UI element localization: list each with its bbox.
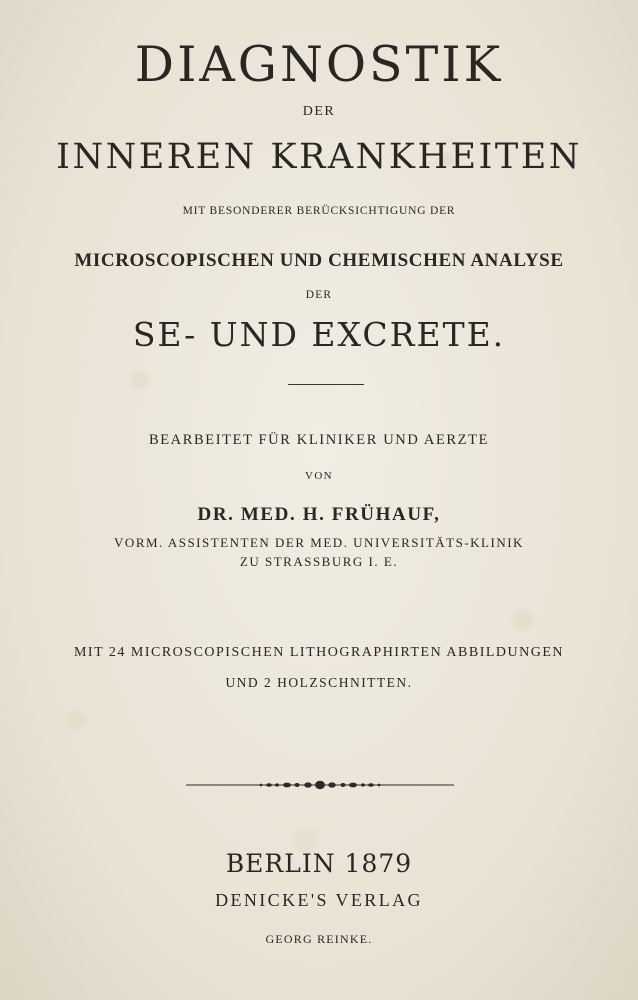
by-line: VON	[304, 470, 334, 482]
publication-place-year: BERLIN 1879	[225, 849, 413, 878]
divider-rule	[288, 384, 364, 385]
analysis-connector-der: DER	[305, 289, 333, 301]
illustrations-note: MIT 24 MICROSCOPISCHEN LITHOGRAPHIRTEN ABBILDUNGEN	[73, 645, 565, 660]
woodcuts-note: UND 2 HOLZSCHNITTEN.	[225, 675, 413, 690]
book-subtitle: INNEREN KRANKHEITEN	[56, 137, 582, 177]
title-connector-der: DER	[302, 104, 336, 119]
analysis-line: MICROSCOPISCHEN UND CHEMISCHEN ANALYSE	[74, 250, 564, 271]
publisher-name: DENICKE'S VERLAG	[215, 890, 423, 910]
edited-for-line: BEARBEITET FÜR KLINIKER UND AERZTE	[148, 432, 490, 448]
se-excrete-line: SE- UND EXCRETE.	[132, 315, 506, 354]
ornament-divider	[186, 776, 454, 794]
subtitle-qualifier: MIT BESONDERER BERÜCKSICHTIGUNG DER	[182, 205, 456, 217]
publisher-owner: GEORG REINKE.	[265, 932, 373, 946]
author-name: DR. MED. H. FRÜHAUF,	[197, 504, 441, 525]
book-title: DIAGNOSTIK	[134, 36, 504, 93]
author-position: VORM. ASSISTENTEN DER MED. UNIVERSITÄTS-KLINIK	[114, 535, 524, 550]
author-location: ZU STRASSBURG I. E.	[239, 554, 399, 569]
